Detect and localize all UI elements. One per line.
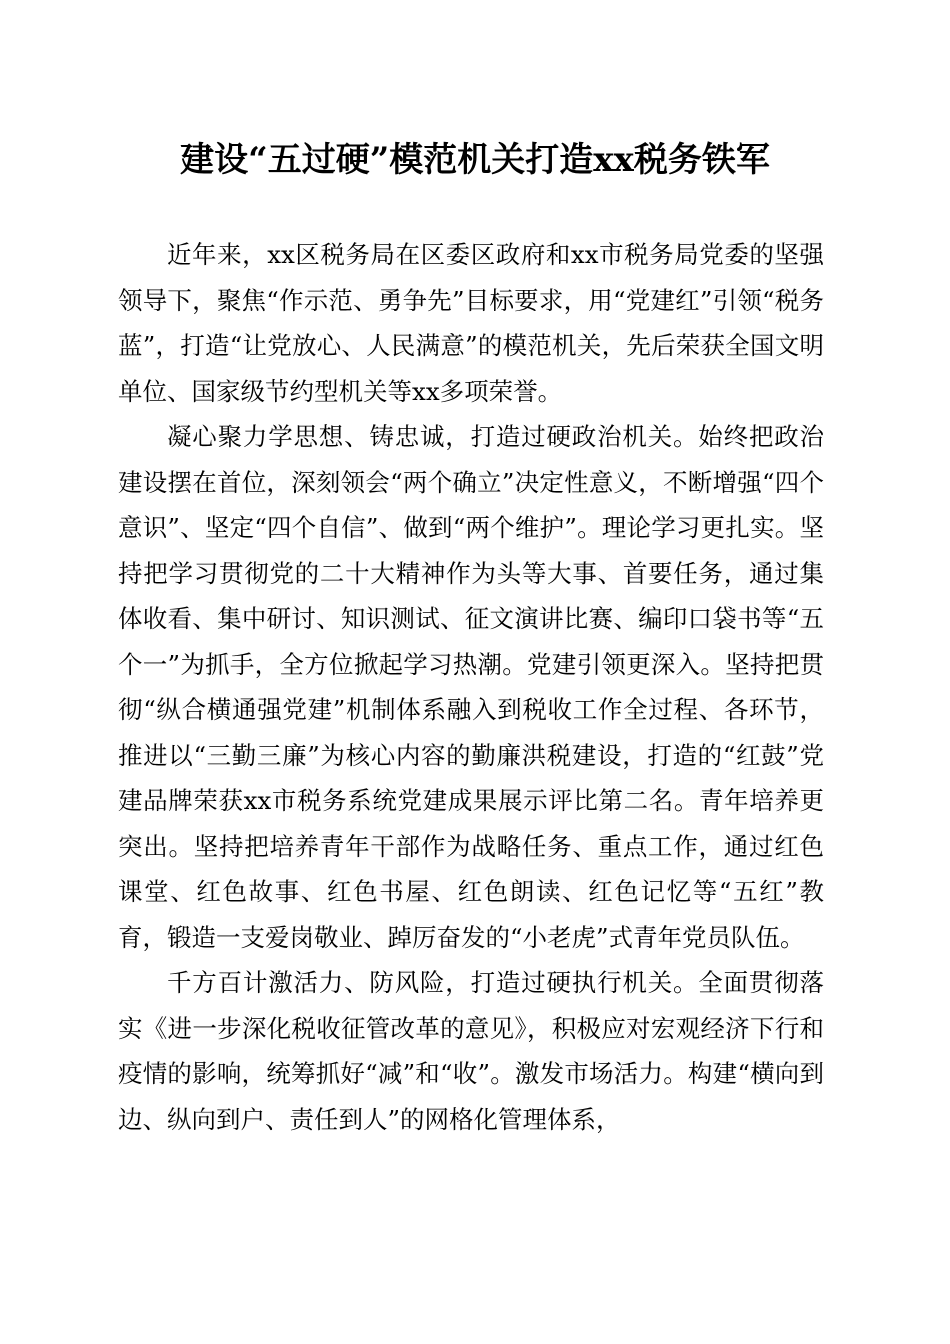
paragraph-3: 千方百计激活力、防风险，打造过硬执行机关。全面贯彻落实《进一步深化税收征管改革的意见》，积极应对宏观经济下行和疫情的影响，统筹抓好“减”和“收”。激发市场活力。构建“横向到边、纵向到户、责任到人”的网格化管理体系， [118, 968, 824, 1134]
paragraph-2: 凝心聚力学思想、铸忠诚，打造过硬政治机关。始终把政治建设摆在首位，深刻领会“两个确立”决定性意义，不断增强“四个意识”、坚定“四个自信”、做到“两个维护”。理论学习更扎实。坚持把学习贯彻党的二十大精神作为头等大事、首要任务，通过集体收看、集中研讨、知识测试、征文演讲比赛、编印口袋书等“五个一”为抓手，全方位掀起学习热潮。党建引领更深入。坚持把贯彻“纵合横通强党建”机制体系融入到税收工作全过程、各环节，推进以“三勤三廉”为核心内容的勤廉洪税建设，打造的“红鼓”党建品牌荣获xx市税务系统党建成果展示评比第二名。青年培养更突出。坚持把培养青年干部作为战略任务、重点工作，通过红色课堂、红色故事、红色书屋、红色朗读、红色记忆等“五红”教育，锻造一支爱岗敬业、踔厉奋发的“小老虎”式青年党员队伍。 [118, 422, 824, 952]
paragraph-1: 近年来，xx区税务局在区委区政府和xx市税务局党委的坚强领导下，聚焦“作示范、勇争先”目标要求，用“党建红”引领“税务蓝”，打造“让党放心、人民满意”的模范机关，先后荣获全国文明单位、国家级节约型机关等xx多项荣誉。 [118, 240, 824, 406]
document-title: 建设“五过硬”模范机关打造xx税务铁军 [180, 140, 770, 180]
document-body [118, 232, 824, 1142]
